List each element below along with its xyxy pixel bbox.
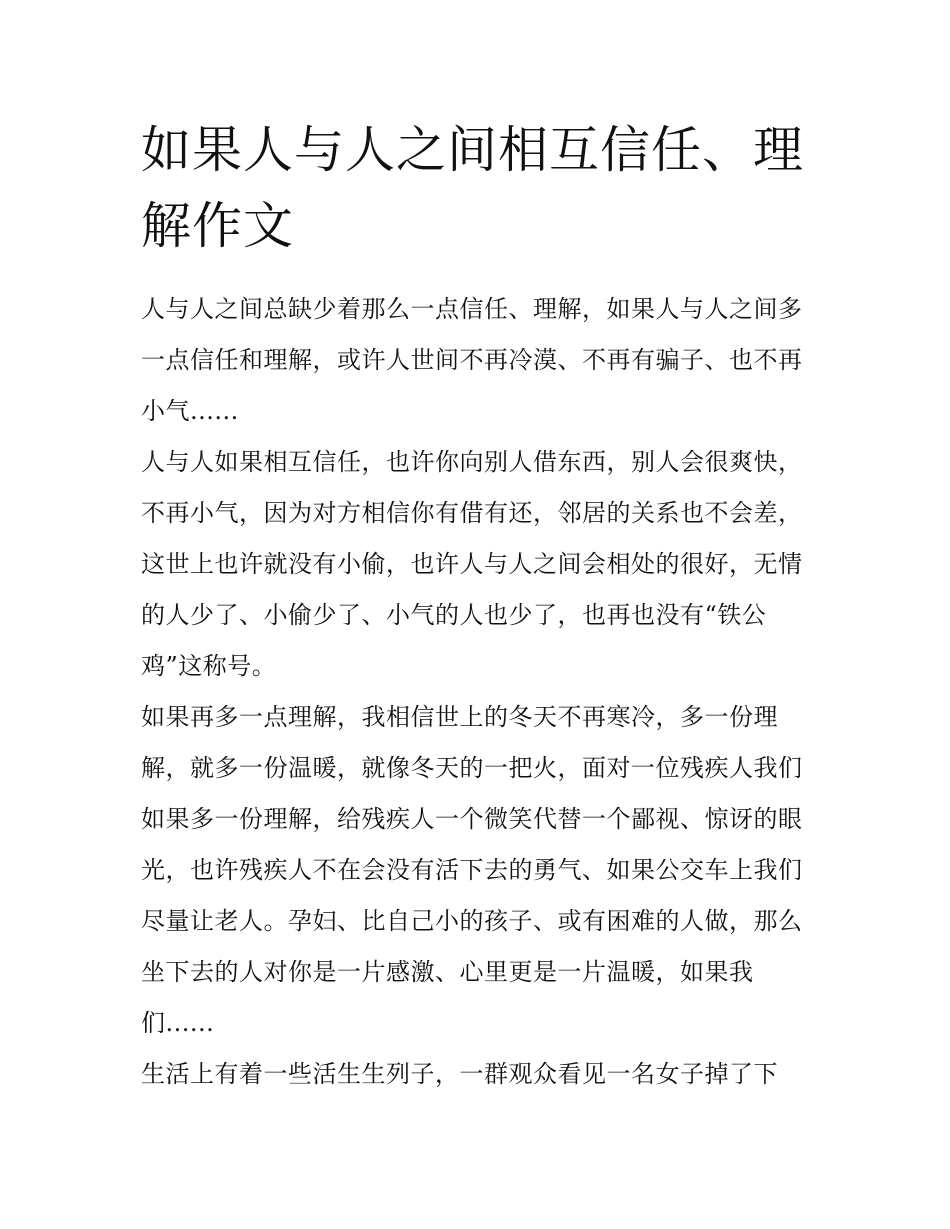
- document-title: 如果人与人之间相互信任、理解作文: [141, 121, 804, 255]
- document-page: [141, 112, 816, 1100]
- paragraph-1: 人与人之间总缺少着那么一点信任、理解，如果人与人之间多一点信任和理解，或许人世间不再冷漠、不再有骗子、也不再小气......: [141, 295, 803, 425]
- document-body: [141, 284, 816, 1100]
- paragraph-3: 如果再多一点理解，我相信世上的冬天不再寒冷，多一份理解，就多一份温暖，就像冬天的一把火，面对一位残疾人我们如果多一份理解，给残疾人一个微笑代替一个鄙视、惊讶的眼光，也许残疾人不在会没有活下去的勇气、如果公交车上我们尽量让老人。孕妇、比自己小的孩子、或有困难的人做，那么坐下去的人对你是一片感激、心里更是一片温暖，如果我们......: [141, 703, 803, 1037]
- paragraph-2: 人与人如果相互信任，也许你向别人借东西，别人会很爽快，不再小气，因为对方相信你有借有还，邻居的关系也不会差，这世上也许就没有小偷，也许人与人之间会相处的很好，无情的人少了、小偷少了、小气的人也少了，也再也没有“铁公鸡”这称号。: [141, 448, 803, 680]
- paragraph-4: 生活上有着一些活生生列子，一群观众看见一名女子掉了下: [141, 1060, 778, 1088]
